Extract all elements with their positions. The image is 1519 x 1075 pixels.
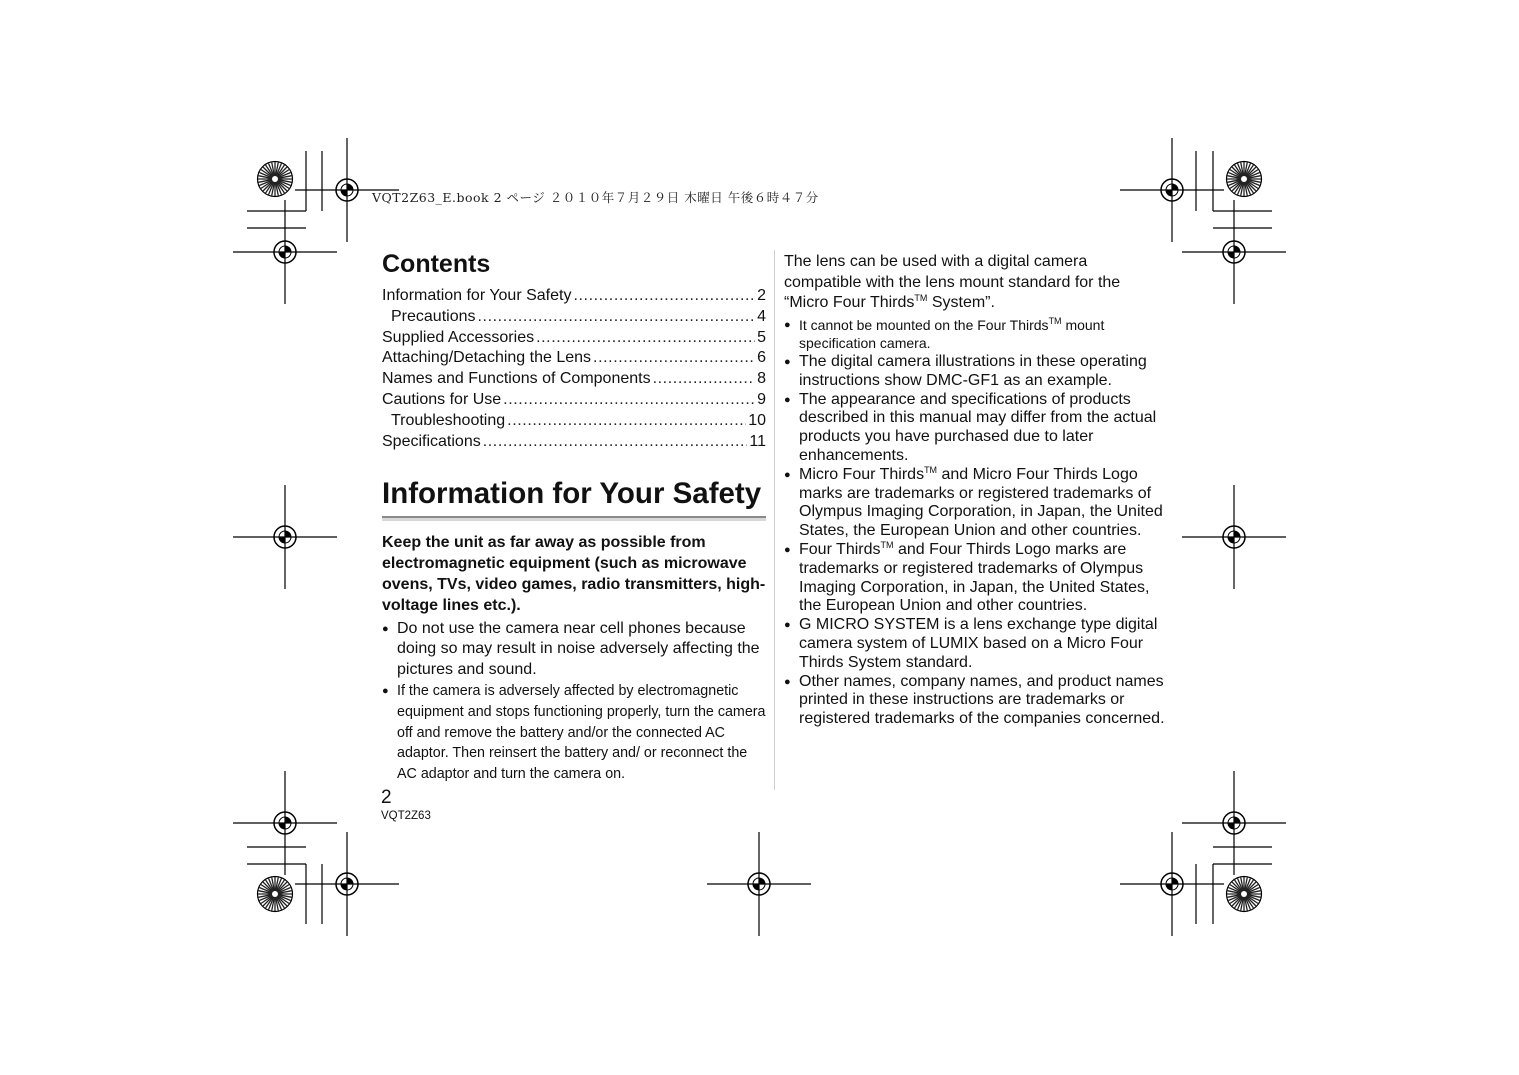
list-item-text: Do not use the camera near cell phones because doing so may result in noise adversely affecting the pictures and sound.	[397, 619, 760, 679]
table-of-contents	[382, 286, 766, 452]
toc-item[interactable]	[382, 348, 766, 369]
list-item	[382, 681, 766, 785]
trademark-mark: TM	[914, 293, 928, 303]
toc-leader	[503, 390, 755, 411]
toc-item[interactable]	[382, 369, 766, 390]
bullet-icon: ●	[784, 318, 791, 331]
toc-item-label: Supplied Accessories	[382, 328, 535, 346]
list-item	[784, 466, 1169, 541]
safety-heading: Information for Your Safety	[382, 477, 762, 511]
bullet-icon: ●	[784, 619, 791, 632]
toc-leader	[573, 286, 755, 307]
toc-item-page: 9	[757, 390, 766, 408]
toc-item-label: Cautions for Use	[382, 390, 502, 408]
intro-text: The lens can be used with a digital camera compatible with the lens mount standard for the “Micro Four Thirds	[784, 253, 1121, 311]
toc-item[interactable]	[382, 432, 766, 453]
toc-item-label: Precautions	[391, 307, 476, 325]
left-column	[382, 248, 766, 785]
toc-item[interactable]	[382, 411, 766, 432]
toc-item[interactable]	[382, 286, 766, 307]
toc-item-page: 11	[749, 432, 766, 450]
bullet-icon: ●	[382, 684, 389, 697]
list-item-text: It cannot be mounted on the Four Thirds	[799, 316, 1049, 333]
heading-rule	[382, 516, 766, 521]
list-item-text: and Four Thirds Logo marks are trademarks or registered trademarks of Olympus Imaging Corporation, in Japan, the United States, the European Union and other countries.	[799, 541, 1150, 615]
toc-item[interactable]	[382, 390, 766, 411]
toc-item-page: 5	[757, 328, 766, 346]
list-item	[382, 619, 766, 681]
list-item-text: and Micro Four Thirds Logo marks are trademarks or registered trademarks of Olympus Imaging Corporation, in Japan, the United States, the European Union and other countries.	[799, 465, 1163, 540]
toc-item-label: Names and Functions of Components	[382, 370, 651, 388]
bullet-icon: ●	[784, 468, 791, 481]
toc-item-page: 6	[757, 349, 766, 367]
lens-notes	[784, 316, 1169, 730]
print-slug-line: VQT2Z63_E.book 2 ページ ２０１０年７月２９日 木曜日 午後６時４７分	[372, 190, 819, 205]
list-item-text: G MICRO SYSTEM is a lens exchange type digital camera system of LUMIX based on a Micro Four Thirds System standard.	[799, 616, 1158, 671]
trademark-mark: TM	[924, 464, 938, 475]
safety-warning: Keep the unit as far away as possible from electromagnetic equipment (such as microwave ovens, TVs, video games, radio transmitters, high-voltage lines etc.).	[382, 534, 766, 614]
list-item-text: Four Thirds	[799, 541, 881, 559]
column-divider	[774, 250, 775, 790]
toc-item-page: 8	[757, 370, 766, 388]
bullet-icon: ●	[784, 393, 791, 406]
toc-item[interactable]	[382, 328, 766, 349]
document-code: VQT2Z63	[381, 810, 431, 822]
list-item	[784, 353, 1169, 391]
list-item-text: Micro Four Thirds	[799, 465, 925, 483]
right-column	[784, 252, 1169, 729]
toc-leader	[478, 307, 756, 328]
list-item	[784, 391, 1169, 466]
list-item	[784, 316, 1169, 354]
list-item	[784, 541, 1169, 616]
lens-intro	[784, 252, 1169, 314]
toc-leader	[483, 432, 748, 453]
toc-item-label: Troubleshooting	[391, 411, 506, 429]
contents-heading: Contents	[382, 250, 491, 278]
toc-item-page: 2	[757, 287, 766, 304]
toc-leader	[536, 328, 755, 349]
list-item-text: The appearance and specifications of products described in this manual may differ from the actual products you have purchased due to later enhancements.	[799, 390, 1157, 465]
list-item-text: The digital camera illustrations in these operating instructions show DMC-GF1 as an example.	[799, 353, 1147, 389]
toc-item[interactable]	[382, 307, 766, 328]
list-item-text: If the camera is adversely affected by electromagnetic equipment and stops functioning properly, turn the camera off and remove the battery and/or the connected AC adaptor. Then reinsert the battery and/ or reconnect the AC adaptor and turn the camera on.	[397, 682, 766, 783]
trademark-mark: TM	[1048, 315, 1062, 326]
list-item	[784, 616, 1169, 672]
list-item-text: Other names, company names, and product names printed in these instructions are trademarks or registered trademarks of the companies concerned.	[799, 672, 1165, 728]
toc-item-page: 10	[748, 411, 766, 429]
toc-leader	[593, 348, 755, 369]
intro-text-end: System”.	[927, 294, 995, 311]
list-item-text: mount specification camera.	[799, 316, 1105, 352]
bullet-icon: ●	[382, 622, 389, 635]
toc-item-label: Specifications	[382, 432, 481, 450]
toc-item-label: Attaching/Detaching the Lens	[382, 349, 592, 367]
safety-bullets	[382, 619, 766, 785]
bullet-icon: ●	[784, 544, 791, 557]
trademark-mark: TM	[880, 540, 894, 551]
page-number: 2	[381, 787, 392, 808]
bullet-icon: ●	[784, 675, 791, 688]
toc-leader	[507, 411, 746, 432]
bullet-icon: ●	[784, 356, 791, 369]
toc-item-label: Information for Your Safety	[382, 287, 572, 304]
toc-item-page: 4	[757, 307, 766, 325]
toc-leader	[653, 369, 756, 390]
list-item	[784, 673, 1169, 729]
